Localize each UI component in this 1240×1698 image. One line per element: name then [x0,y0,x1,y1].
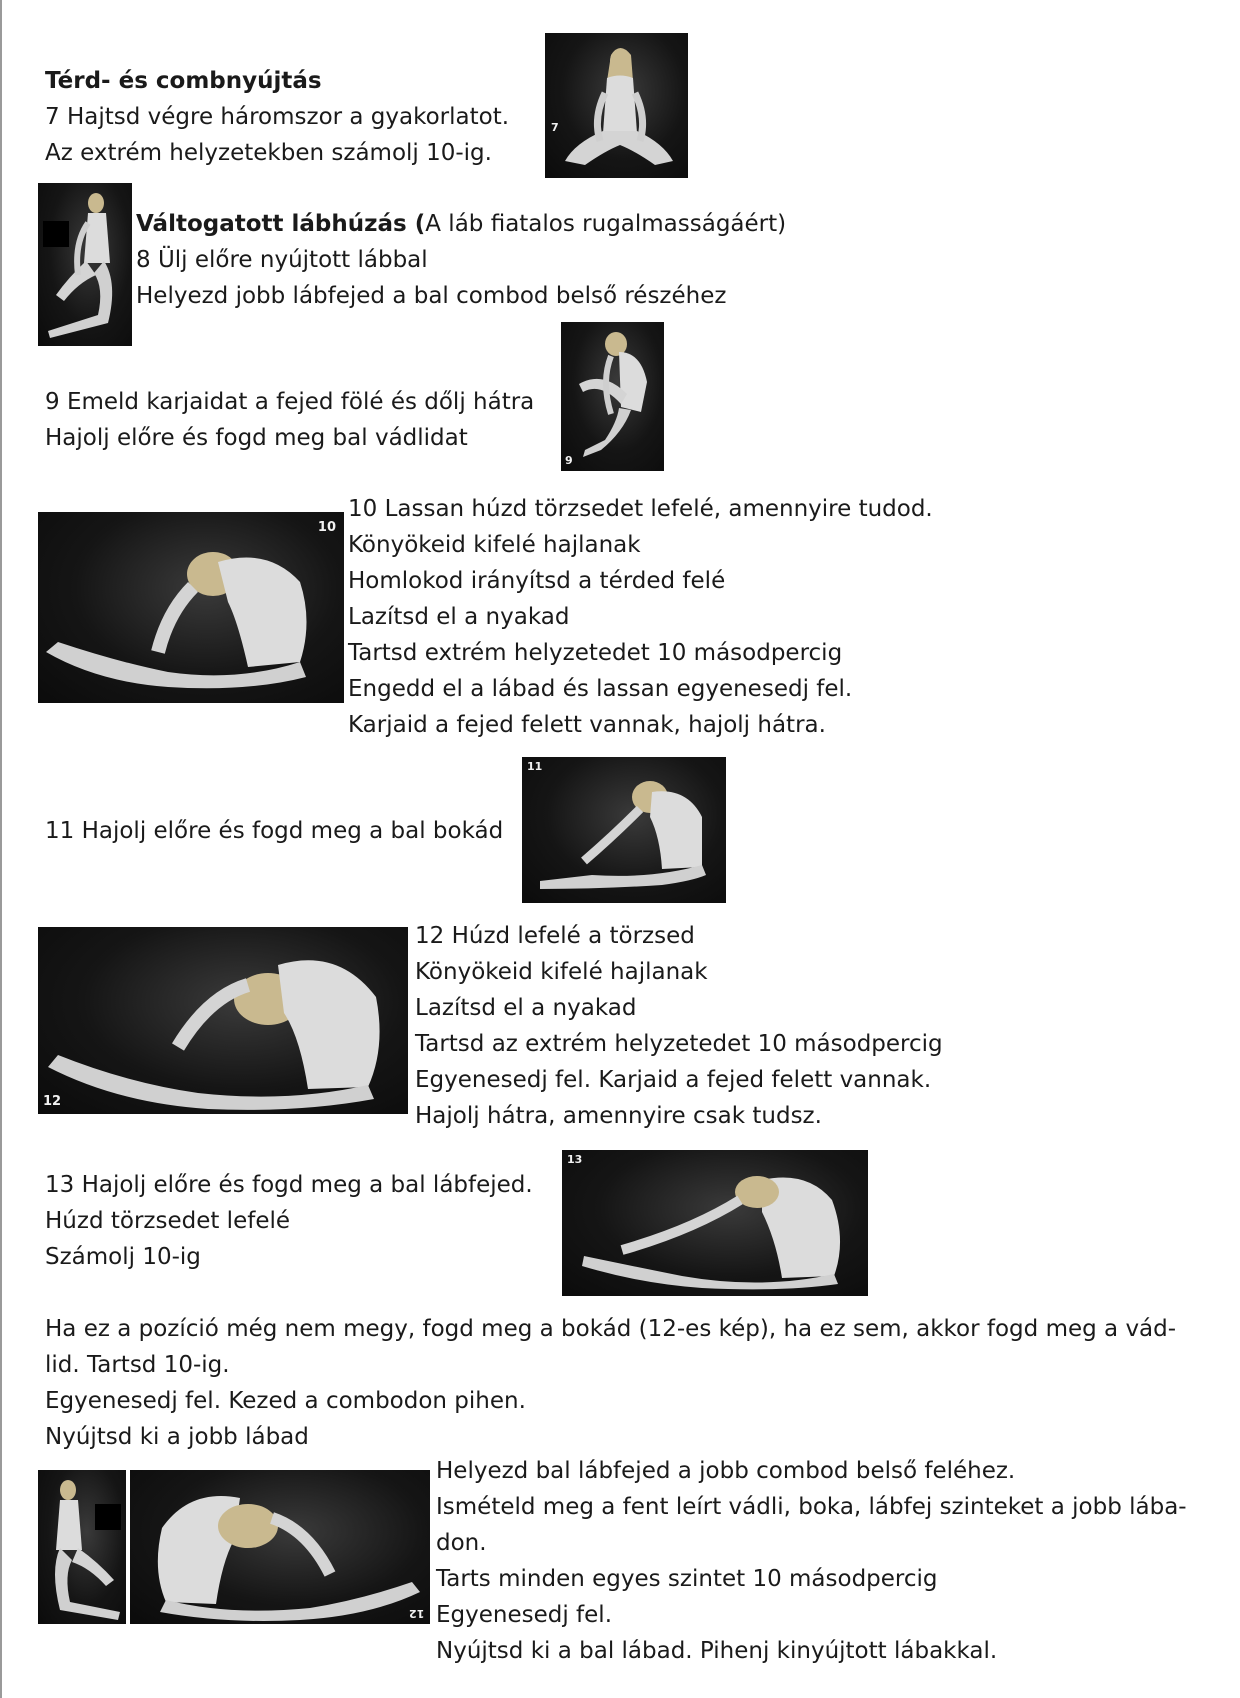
instruction-line: Könyökeid kifelé hajlanak [348,532,641,558]
instruction-line: Tartsd az extrém helyzetedet 10 másodpercig [415,1031,943,1057]
figure-forward-fold-elbows [38,927,408,1114]
instruction-line: Egyenesedj fel. Karjaid a fejed felett vannak. [415,1067,932,1093]
instruction-line: Lazítsd el a nyakad [348,604,570,630]
instruction-line: Számolj 10-ig [45,1244,201,1270]
instruction-line: Hajolj előre és fogd meg bal vádlidat [45,425,468,451]
instruction-line: Az extrém helyzetekben számolj 10-ig. [45,140,492,166]
photo-number: 12 [408,1607,424,1620]
instruction-line: Lazítsd el a nyakad [415,995,637,1021]
step-13-text [45,1167,533,1275]
instruction-line: 10 Lassan húzd törzsedet lefelé, amennyire tudod. [348,496,933,522]
figure-leaning-forward-calf [561,322,664,471]
figure-seated-leg-bent [38,183,132,346]
photo-number: 12 [43,1094,62,1109]
exercise-photo-10 [38,512,344,703]
exercise-photo-9 [561,322,664,471]
figure-sitting-crosslegged [545,33,688,178]
page-left-rule [0,0,2,1698]
photo-number: 9 [565,454,573,467]
step-11-text [45,813,503,849]
figure-forward-fold-knee [38,512,344,703]
step-10-text [348,491,933,743]
photo-number: 10 [317,520,336,535]
section-title: Térd- és combnyújtás [45,68,322,94]
exercise-photo-12-mirrored [130,1470,430,1624]
instruction-line: Helyezd bal lábfejed a jobb combod belső feléhez. [436,1458,1016,1484]
step-12-text [415,918,943,1134]
exercise-photo-12 [38,927,408,1114]
exercise-photo-7 [545,33,688,178]
instruction-line: 8 Ülj előre nyújtott lábbal [136,247,428,273]
note-text: Ha ez a pozíció még nem megy, fogd meg a bokád (12-es kép), ha ez sem, akkor fogd meg a vád-lid. Tartsd 10-ig. [45,1316,1177,1378]
instruction-line: 7 Hajtsd végre háromszor a gyakorlatot. [45,104,510,130]
instruction-line: Homlokod irányítsd a térded felé [348,568,726,594]
instruction-line: Egyenesedj fel. [436,1602,613,1628]
instruction-line: don. [436,1530,487,1556]
instruction-line: Engedd el a lábad és lassan egyenesedj fel. [348,676,853,702]
section-alternating-leg-pull [136,206,786,314]
black-square-marker [43,221,69,247]
instruction-line: Tartsd extrém helyzetedet 10 másodpercig [348,640,843,666]
section-title: Váltogatott lábhúzás ( [136,211,426,237]
exercise-photo-11 [522,757,726,903]
instruction-line: 11 Hajolj előre és fogd meg a bal bokád [45,818,504,844]
instruction-line: Tarts minden egyes szintet 10 másodpercig [436,1566,938,1592]
photo-number: 7 [551,121,559,134]
exercise-photo-small-seated [38,1470,126,1624]
exercise-photo-13 [562,1150,868,1296]
step-9-text [45,384,534,456]
section-subtitle: A láb fiatalos rugalmasságáért) [425,211,787,237]
figure-reaching-ankle [522,757,726,903]
note-paragraph [45,1311,1195,1455]
instruction-line: Egyenesedj fel. Kezed a combodon pihen. [45,1388,526,1414]
instruction-line: 12 Húzd lefelé a törzsed [415,923,695,949]
instruction-line: Helyezd jobb lábfejed a bal combod belső részéhez [136,283,727,309]
photo-number: 11 [527,760,543,773]
figure-reaching-foot [562,1150,868,1296]
black-square-marker [95,1504,121,1530]
instruction-line: Hajolj hátra, amennyire csak tudsz. [415,1103,822,1129]
figure-forward-fold-mirrored [130,1470,430,1624]
instruction-line: 13 Hajolj előre és fogd meg a bal lábfejed. [45,1172,533,1198]
instruction-line: Ismételd meg a fent leírt vádli, boka, lábfej szinteket a jobb lába- [436,1494,1187,1520]
figure-seated-leg-bent-right [38,1470,126,1624]
instruction-line: Nyújtsd ki a jobb lábad [45,1424,309,1450]
instruction-line: Nyújtsd ki a bal lábad. Pihenj kinyújtott lábakkal. [436,1638,998,1664]
exercise-photo-8 [38,183,132,346]
instruction-line: Könyökeid kifelé hajlanak [415,959,708,985]
instruction-line: Húzd törzsedet lefelé [45,1208,291,1234]
section-knee-thigh-stretch [45,63,509,171]
instruction-line: 9 Emeld karjaidat a fejed fölé és dőlj hátra [45,389,535,415]
photo-number: 13 [567,1153,583,1166]
instruction-line: Karjaid a fejed felett vannak, hajolj hátra. [348,712,826,738]
final-steps-text [436,1453,1187,1669]
